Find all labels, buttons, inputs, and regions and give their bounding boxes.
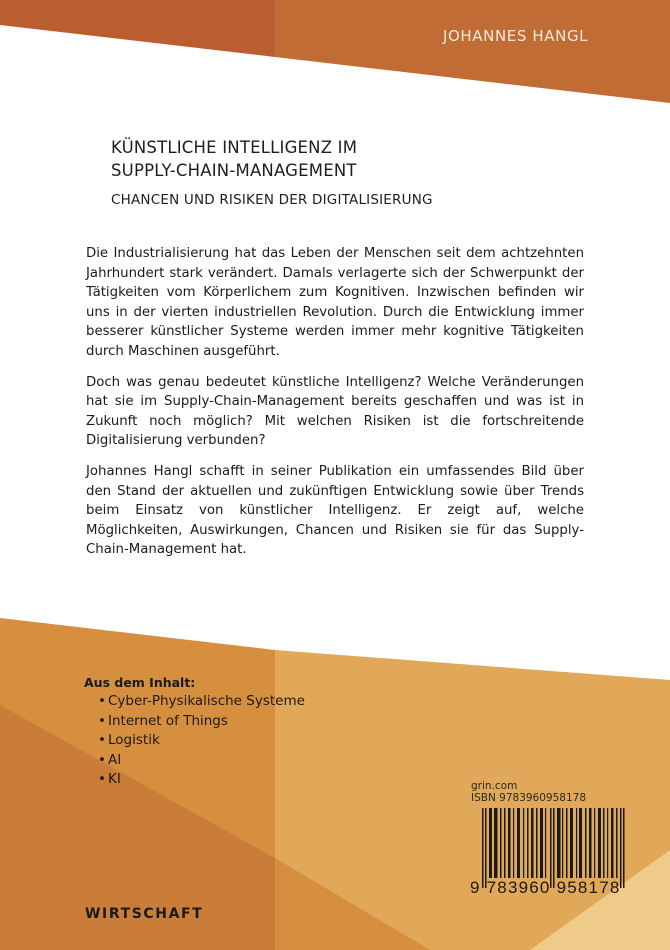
bullet-icon: • xyxy=(98,732,106,748)
barcode-digit-group: 958178 xyxy=(556,878,621,897)
bullet-icon: • xyxy=(98,712,106,729)
bullet-icon: • xyxy=(98,693,106,709)
book-subtitle: CHANCEN UND RISIKEN DER DIGITALISIERUNG xyxy=(111,192,433,208)
isbn-label: ISBN 9783960958178 xyxy=(471,792,587,804)
contents-item-label: Cyber-Physikalische Systeme xyxy=(108,693,305,709)
contents-item xyxy=(98,712,305,732)
contents-item-label: KI xyxy=(108,771,121,787)
blurb-paragraph: Doch was genau bedeutet künstliche Intelligenz? Welche Veränderungen hat sie im Supply-Chain-Management bereits geschaffen und was ist in Zukunft noch möglich? Mit welchen Risiken ist die fortschreitende Digitalisierung verbunden? xyxy=(86,374,584,449)
book-title-line-2: SUPPLY-CHAIN-MANAGEMENT xyxy=(111,161,357,180)
contents-item xyxy=(98,692,305,712)
publisher-site: grin.com xyxy=(471,780,518,792)
category-label: WIRTSCHAFT xyxy=(85,906,204,922)
barcode-digits xyxy=(470,878,621,898)
blurb-paragraph: Die Industrialisierung hat das Leben der Menschen seit dem achtzehnten Jahrhundert stark verändert. Damals verlagerte sich der Schwerpunkt der Tätigkeiten vom Körperlichem zum Kognitiven. Inzwischen befinden wir uns in der vierten industriellen Revolution. Durch die Entwicklung immer besserer künstlicher Systeme werden immer mehr kognitive Tätigkeiten durch Maschinen ausgeführt. xyxy=(86,246,584,359)
contents-heading: Aus dem Inhalt: xyxy=(84,675,196,690)
book-title-line-1: KÜNSTLICHE INTELLIGENZ IM xyxy=(111,138,358,157)
publisher-info xyxy=(471,780,586,804)
contents-item xyxy=(98,770,305,790)
author-name: JOHANNES HANGL xyxy=(443,27,589,45)
barcode-digit-group: 783960 xyxy=(486,878,551,897)
contents-item xyxy=(98,751,305,771)
bullet-icon: • xyxy=(98,751,106,768)
bullet-icon: • xyxy=(98,771,106,787)
barcode-icon xyxy=(482,808,628,888)
contents-item-label: Logistik xyxy=(108,732,160,748)
contents-item-label: Internet of Things xyxy=(108,712,228,729)
blurb xyxy=(86,244,584,571)
contents-items xyxy=(84,692,305,790)
contents-item-label: AI xyxy=(108,751,122,768)
contents-item xyxy=(98,731,305,751)
blurb-paragraph: Johannes Hangl schafft in seiner Publikation ein umfassendes Bild über den Stand der aktuellen und zukünftigen Entwicklung sowie über Trends beim Einsatz von künstlicher Intelligenz. Er zeigt auf, welche Möglichkeiten, Auswirkungen, Chancen und Risiken sie für das Supply-Chain-Management hat. xyxy=(86,463,584,558)
top-band-left xyxy=(0,0,275,57)
barcode-digit-group: 9 xyxy=(470,878,481,897)
contents-list xyxy=(84,675,305,790)
top-band-right xyxy=(275,0,670,103)
title-block xyxy=(111,136,433,208)
